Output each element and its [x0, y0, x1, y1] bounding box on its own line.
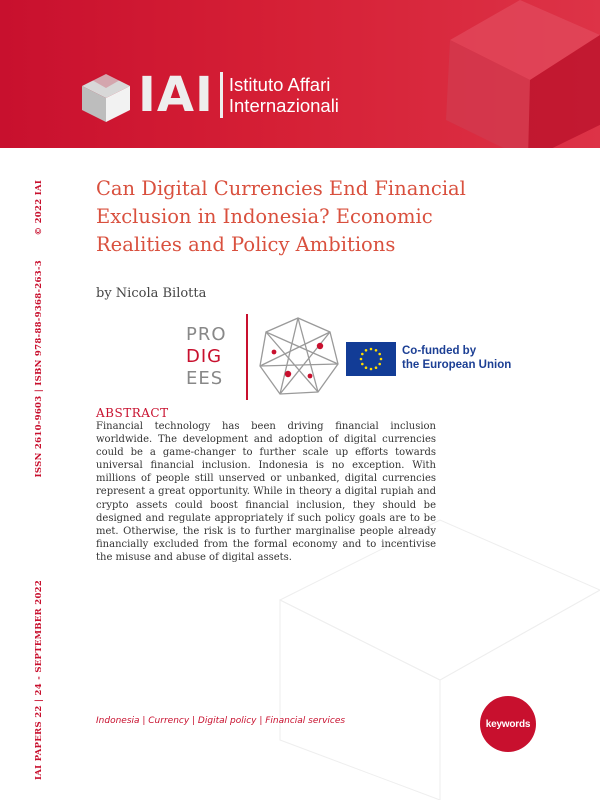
cube-decoration-icon [410, 0, 600, 148]
keywords-list: Indonesia | Currency | Digital policy | Financial services [96, 716, 346, 726]
author: by Nicola Bilotta [96, 286, 207, 301]
keywords-badge-label: keywords [485, 718, 531, 730]
logo-divider [220, 72, 223, 118]
eu-cofunded-label [402, 344, 511, 372]
eu-flag-icon [346, 342, 396, 376]
side-publication-info [34, 180, 44, 780]
prodigees-logo [178, 314, 358, 400]
prodigees-wordmark [186, 324, 227, 390]
network-sphere-icon [254, 314, 342, 400]
eu-line-1: Co-funded by [402, 345, 477, 357]
prodigees-line-2: DIG [186, 346, 223, 367]
brand-name [229, 74, 339, 116]
prodigees-divider [246, 314, 248, 400]
eu-line-2: the European Union [402, 359, 512, 371]
brand-line-1: Istituto Affari [228, 74, 331, 95]
iai-cube-icon [76, 66, 136, 124]
paper-title: Can Digital Currencies End Financial Exclusion in Indonesia? Economic Realities and Policy Ambitions [96, 177, 466, 256]
iai-logo [76, 66, 339, 124]
series-info: IAI PAPERS 22 | 24 - SEPTEMBER 2022 [34, 579, 44, 780]
brand-line-2: Internazionali [228, 95, 339, 116]
header-banner [0, 0, 600, 148]
abstract-text: Financial technology has been driving financial inclusion worldwide. The development and adoption of digital currencies could be a game-changer to further scale up efforts towards universal financial inclusion. Indonesia is no exception. With millions of people still unserved or unbanked, digital currencies represent a great opportunity. While in theory a digital rupiah and crypto assets could boost financial inclusion, they should be designed and regulate appropriately if such policy goals are to be met. Otherwise, the risk is to further marginalise people already financially excluded from the formal economy and to incentivise the misuse and abuse of digital assets. [96, 421, 436, 563]
abstract-heading: ABSTRACT [96, 406, 169, 420]
brand-abbreviation: IAI [138, 67, 214, 123]
keywords-badge [480, 696, 536, 752]
issn-info: ISSN 2610-9603 | ISBN 978-88-9368-263-3 [34, 260, 44, 478]
copyright-info: © 2022 IAI [34, 179, 44, 236]
prodigees-line-1: PRO [186, 324, 227, 345]
prodigees-line-3: EES [186, 368, 224, 389]
